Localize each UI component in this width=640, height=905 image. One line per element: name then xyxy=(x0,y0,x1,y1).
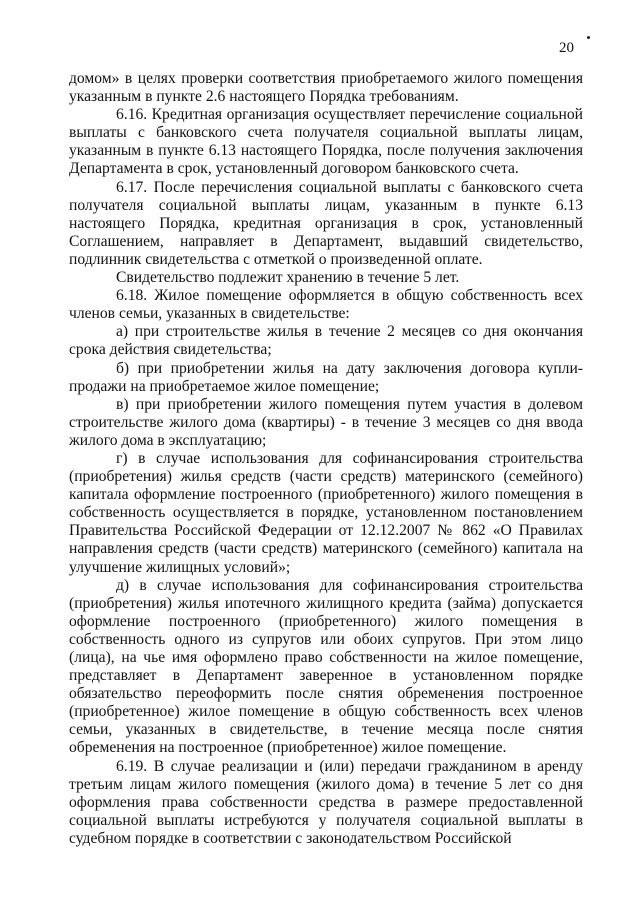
paragraph-storage: Свидетельство подлежит хранению в течение 5 лет. xyxy=(116,269,460,287)
paragraph-6-18: 6.18. Жилое помещение оформляется в общую собственность всех членов семьи, указанных в свидетельстве: xyxy=(69,287,583,323)
scan-dot xyxy=(587,36,590,39)
paragraph-6-17: 6.17. После перечисления социальной выплаты с банковского счета получателя социальной выплаты лицам, указанным в пункте 6.13 настоящего Порядка, кредитная организация в срок, установленный Соглашением, направляет в Департамент, выдавший свидетельство, подлинник свидетельства с отметкой о произведенной оплате. xyxy=(69,178,583,268)
paragraph-6-16: 6.16. Кредитная организация осуществляет перечисление социальной выплаты с банковского счета получателя социальной выплаты лицам, указанным в пункте 6.13 настоящего Порядка, после получения заключения Департамента в срок, установленный договором банковского счета. xyxy=(69,106,583,178)
document-body xyxy=(69,70,583,848)
paragraph-6-18-v: в) при приобретении жилого помещения путем участия в долевом строительстве жилого дома (квартиры) - в течение 3 месяцев со дня ввода жилого дома в эксплуатацию; xyxy=(69,395,583,449)
paragraph-6-19: 6.19. В случае реализации и (или) передачи гражданином в аренду третьим лицам жилого помещения (жилого дома) в течение 5 лет со дня оформления права собственности средства в размере предоставленной социальной выплаты истребуются у получателя социальной выплаты в судебном порядке в соответствии с законодательством Российской xyxy=(69,757,583,847)
paragraph-6-18-d: д) в случае использования для софинансирования строительства (приобретения) жилья ипотечного жилищного кредита (займа) допускается оформление построенного (приобретенного) жилого помещения в собственность одного из супругов или обоих супругов. При этом лицо (лица), на чье имя оформлено право собственности на жилое помещение, представляет в Департамент заверенное в установленном порядке обязательство переоформить после снятия обременения построенное (приобретенное) жилое помещение в общую собственность всех членов семьи, указанных в свидетельстве, в течение месяца после снятия обременения на построенное (приобретенное) жилое помещение. xyxy=(69,576,583,757)
paragraph-6-18-g: г) в случае использования для софинансирования строительства (приобретения) жилья средств (части средств) материнского (семейного) капитала оформление построенного (приобретенного) жилого помещения в собственность осуществляется в порядке, установленном постановлением Правительства Российской Федерации от 12.12.2007 № 862 «О Правилах направления средств (части средств) материнского (семейного) капитала на улучшение жилищных условий»; xyxy=(69,449,583,576)
paragraph-6-18-b: б) при приобретении жилья на дату заключения договора купли-продажи на приобретаемое жилое помещение; xyxy=(69,359,583,395)
paragraph-continuation: домом» в целях проверки соответствия приобретаемого жилого помещения указанным в пункте 2.6 настоящего Порядка требованиям. xyxy=(69,70,583,106)
page-number: 20 xyxy=(559,40,574,56)
paragraph-6-18-a: а) при строительстве жилья в течение 2 месяцев со дня окончания срока действия свидетельства; xyxy=(69,323,583,359)
